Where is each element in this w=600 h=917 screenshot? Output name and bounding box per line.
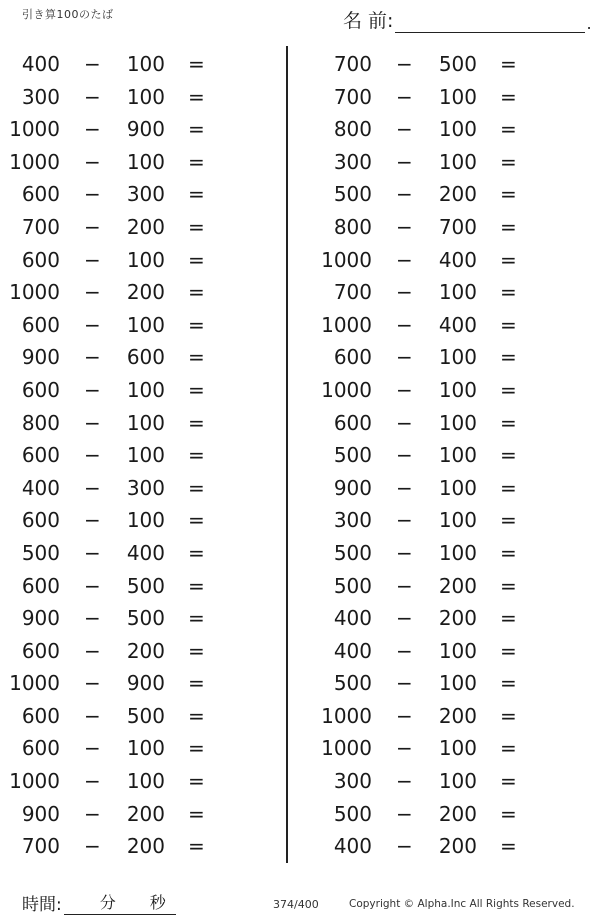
minus-sign: − [84,182,101,207]
problem-row [310,765,590,798]
minuend: 600 [21,508,60,533]
minuend: 400 [333,834,372,859]
minuend: 900 [21,801,60,826]
subtrahend: 200 [126,638,165,663]
minus-sign: − [396,182,413,207]
minuend: 1000 [321,312,372,337]
subtrahend: 100 [126,149,165,174]
equals-sign: = [500,280,517,305]
minuend: 400 [21,475,60,500]
subtrahend: 300 [126,475,165,500]
equals-sign: = [188,703,205,728]
problem-row [0,602,280,635]
minuend: 600 [21,736,60,761]
problem-row [0,341,280,374]
problem-row [0,635,280,668]
minus-sign: − [396,280,413,305]
subtrahend: 600 [126,345,165,370]
minuend: 1000 [321,736,372,761]
problem-row [310,472,590,505]
minus-sign: − [84,736,101,761]
equals-sign: = [188,52,205,76]
equals-sign: = [188,736,205,761]
minus-sign: − [84,769,101,794]
problem-row [0,146,280,179]
equals-sign: = [500,540,517,565]
equals-sign: = [188,377,205,402]
problem-row [310,146,590,179]
problem-row [0,178,280,211]
subtrahend: 100 [438,638,477,663]
minus-sign: − [396,540,413,565]
minus-sign: − [396,736,413,761]
equals-sign: = [500,182,517,207]
time-label: 時間: [22,895,62,915]
equals-sign: = [500,345,517,370]
seconds-label: 秒 [149,893,166,912]
subtrahend: 100 [438,736,477,761]
subtrahend: 200 [126,280,165,305]
equals-sign: = [188,247,205,272]
subtrahend: 100 [438,410,477,435]
problem-row [310,537,590,570]
problem-row [310,635,590,668]
equals-sign: = [500,703,517,728]
problem-row [310,570,590,603]
equals-sign: = [188,182,205,207]
subtrahend: 200 [438,573,477,598]
minuend: 700 [21,834,60,859]
problem-row [0,667,280,700]
minus-sign: − [396,703,413,728]
minuend: 1000 [9,769,60,794]
minus-sign: − [396,84,413,109]
subtrahend: 400 [126,540,165,565]
minuend: 500 [333,540,372,565]
equals-sign: = [500,117,517,142]
equals-sign: = [500,475,517,500]
equals-sign: = [188,540,205,565]
problem-row [310,439,590,472]
problem-row [310,504,590,537]
subtrahend: 200 [438,606,477,631]
minuend: 500 [333,801,372,826]
subtrahend: 100 [126,769,165,794]
minus-sign: − [396,834,413,859]
subtrahend: 100 [438,345,477,370]
problem-row [0,504,280,537]
subtrahend: 100 [438,149,477,174]
minus-sign: − [84,214,101,239]
equals-sign: = [188,410,205,435]
minus-sign: − [396,312,413,337]
minus-sign: − [396,52,413,76]
equals-sign: = [500,671,517,696]
minus-sign: − [396,149,413,174]
minuend: 700 [333,84,372,109]
subtrahend: 900 [126,117,165,142]
minus-sign: − [84,573,101,598]
equals-sign: = [188,606,205,631]
minus-sign: − [396,345,413,370]
subtrahend: 100 [438,117,477,142]
equals-sign: = [500,801,517,826]
minuend: 1000 [9,149,60,174]
minuend: 700 [21,214,60,239]
problem-row [0,113,280,146]
minuend: 300 [333,149,372,174]
subtrahend: 100 [438,280,477,305]
minuend: 400 [333,638,372,663]
subtrahend: 100 [438,508,477,533]
subtrahend: 500 [438,52,477,76]
page-number: 374/400 [273,898,319,911]
subtrahend: 100 [126,377,165,402]
subtrahend: 100 [438,377,477,402]
problem-row [310,244,590,277]
subtrahend: 100 [126,736,165,761]
problem-row [0,407,280,440]
problem-row [0,472,280,505]
subtrahend: 100 [126,247,165,272]
problem-row [0,276,280,309]
minus-sign: − [84,84,101,109]
minuend: 1000 [321,247,372,272]
minus-sign: − [84,834,101,859]
equals-sign: = [500,377,517,402]
minus-sign: − [84,280,101,305]
equals-sign: = [188,84,205,109]
equals-sign: = [500,834,517,859]
equals-sign: = [500,149,517,174]
problem-row [0,570,280,603]
minus-sign: − [396,769,413,794]
problem-row [0,765,280,798]
problem-row [310,276,590,309]
problem-row [310,81,590,114]
minuend: 1000 [321,703,372,728]
minuend: 500 [21,540,60,565]
time-blank[interactable] [64,890,176,915]
problem-row [310,732,590,765]
minuend: 300 [21,84,60,109]
copyright-notice: Copyright © Alpha.Inc All Rights Reserved. [349,898,575,910]
equals-sign: = [188,769,205,794]
problem-row [0,244,280,277]
equals-sign: = [188,280,205,305]
minuend: 600 [333,410,372,435]
subtrahend: 400 [438,247,477,272]
equals-sign: = [188,117,205,142]
minus-sign: − [84,149,101,174]
minus-sign: − [84,443,101,468]
minuend: 600 [333,345,372,370]
right-problem-column [310,48,590,863]
minuend: 600 [21,703,60,728]
minuend: 700 [333,280,372,305]
name-dot: . [586,14,592,33]
equals-sign: = [500,443,517,468]
minuend: 500 [333,443,372,468]
worksheet-title: 引き算100のたば [22,8,114,21]
minuend: 800 [333,117,372,142]
subtrahend: 100 [438,84,477,109]
subtrahend: 200 [126,801,165,826]
problem-row [0,830,280,863]
minus-sign: − [84,475,101,500]
minus-sign: − [84,703,101,728]
time-field-area [22,890,176,915]
minuend: 600 [21,182,60,207]
name-field-area [343,6,592,33]
minus-sign: − [84,410,101,435]
problem-row [0,798,280,831]
problem-row [0,537,280,570]
subtrahend: 200 [438,834,477,859]
problem-row [310,48,590,81]
problem-row [310,798,590,831]
equals-sign: = [188,312,205,337]
minus-sign: − [396,247,413,272]
subtrahend: 100 [438,443,477,468]
minus-sign: − [396,214,413,239]
problem-row [310,407,590,440]
equals-sign: = [500,214,517,239]
equals-sign: = [188,834,205,859]
equals-sign: = [500,84,517,109]
minuend: 900 [21,606,60,631]
subtrahend: 100 [438,540,477,565]
equals-sign: = [188,671,205,696]
minuend: 1000 [9,671,60,696]
subtrahend: 100 [126,52,165,76]
minus-sign: − [396,377,413,402]
minuend: 500 [333,182,372,207]
minus-sign: − [396,638,413,663]
subtrahend: 200 [438,801,477,826]
subtrahend: 100 [126,508,165,533]
minuend: 500 [333,573,372,598]
subtrahend: 200 [438,703,477,728]
equals-sign: = [500,247,517,272]
minus-sign: − [84,801,101,826]
equals-sign: = [188,214,205,239]
left-problem-column [0,48,280,863]
minuend: 400 [333,606,372,631]
equals-sign: = [188,345,205,370]
subtrahend: 500 [126,703,165,728]
minus-sign: − [84,606,101,631]
problem-row [0,81,280,114]
subtrahend: 100 [126,312,165,337]
minutes-label: 分 [99,893,116,912]
problem-row [0,211,280,244]
subtrahend: 100 [126,443,165,468]
equals-sign: = [188,443,205,468]
problem-row [310,309,590,342]
minus-sign: − [84,312,101,337]
minuend: 300 [333,769,372,794]
column-divider [286,46,288,863]
minus-sign: − [84,247,101,272]
subtrahend: 100 [126,84,165,109]
minuend: 1000 [9,280,60,305]
equals-sign: = [188,149,205,174]
equals-sign: = [188,801,205,826]
minuend: 600 [21,377,60,402]
problem-row [0,374,280,407]
problem-row [310,667,590,700]
minus-sign: − [396,443,413,468]
problem-row [310,374,590,407]
equals-sign: = [188,638,205,663]
minus-sign: − [396,573,413,598]
subtrahend: 100 [438,769,477,794]
subtrahend: 300 [126,182,165,207]
subtrahend: 500 [126,573,165,598]
subtrahend: 400 [438,312,477,337]
minuend: 900 [333,475,372,500]
problem-row [310,178,590,211]
minus-sign: − [84,345,101,370]
equals-sign: = [500,573,517,598]
problem-row [0,439,280,472]
subtrahend: 700 [438,214,477,239]
name-blank[interactable] [395,12,585,33]
problem-row [310,700,590,733]
equals-sign: = [500,312,517,337]
minuend: 900 [21,345,60,370]
minuend: 1000 [321,377,372,402]
minus-sign: − [396,410,413,435]
equals-sign: = [188,573,205,598]
equals-sign: = [188,508,205,533]
subtrahend: 200 [126,214,165,239]
problem-row [0,48,280,81]
minuend: 600 [21,247,60,272]
equals-sign: = [500,508,517,533]
minuend: 600 [21,638,60,663]
minus-sign: − [84,540,101,565]
minus-sign: − [84,671,101,696]
equals-sign: = [500,769,517,794]
minuend: 300 [333,508,372,533]
minus-sign: − [84,638,101,663]
subtrahend: 200 [126,834,165,859]
problem-row [310,113,590,146]
subtrahend: 500 [126,606,165,631]
minus-sign: − [396,606,413,631]
minus-sign: − [84,117,101,142]
minuend: 400 [21,52,60,76]
subtrahend: 100 [438,671,477,696]
problem-row [310,211,590,244]
minuend: 800 [333,214,372,239]
problem-row [310,341,590,374]
minuend: 800 [21,410,60,435]
problem-row [0,309,280,342]
problem-row [0,700,280,733]
problem-row [310,602,590,635]
subtrahend: 900 [126,671,165,696]
equals-sign: = [500,410,517,435]
equals-sign: = [500,52,517,76]
equals-sign: = [500,638,517,663]
minuend: 700 [333,52,372,76]
equals-sign: = [500,606,517,631]
minuend: 1000 [9,117,60,142]
minus-sign: − [84,508,101,533]
subtrahend: 200 [438,182,477,207]
minus-sign: − [396,671,413,696]
minus-sign: − [396,508,413,533]
equals-sign: = [500,736,517,761]
name-label: 名 前: [343,10,394,32]
problem-row [0,732,280,765]
minuend: 600 [21,312,60,337]
minuend: 600 [21,443,60,468]
equals-sign: = [188,475,205,500]
minus-sign: − [396,801,413,826]
minuend: 500 [333,671,372,696]
minus-sign: − [84,377,101,402]
minus-sign: − [396,117,413,142]
minus-sign: − [84,52,101,76]
problem-row [310,830,590,863]
subtrahend: 100 [126,410,165,435]
subtrahend: 100 [438,475,477,500]
minus-sign: − [396,475,413,500]
minuend: 600 [21,573,60,598]
